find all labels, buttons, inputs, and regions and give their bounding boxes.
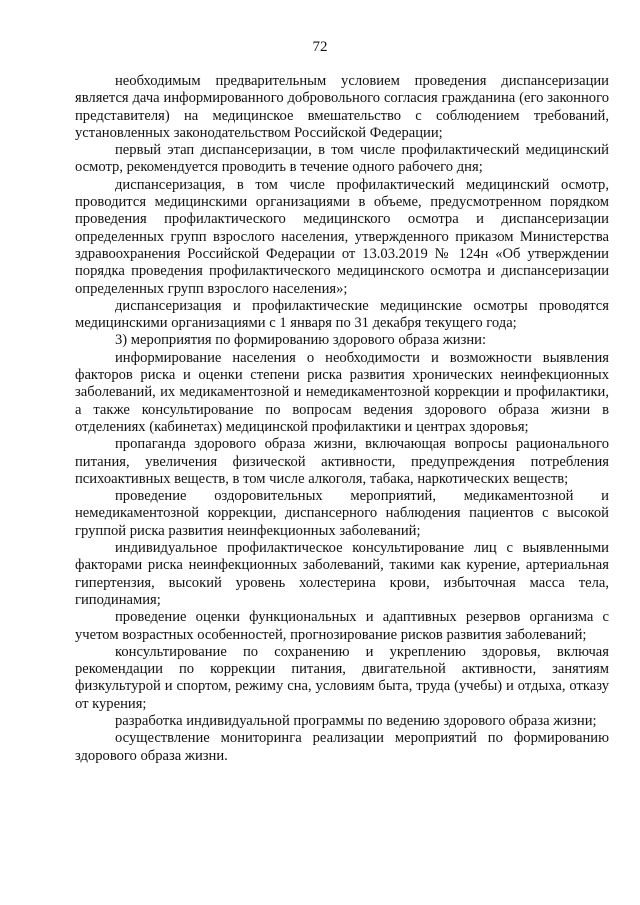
paragraph-health-measures: проведение оздоровительных мероприятий, медикаментозной и немедикаментозной коррекции, диспансерного наблюдения пациентов с высокой группой риска развития неинфекционных заболеваний; — [75, 488, 609, 539]
paragraph-reserve-assessment: проведение оценки функциональных и адаптивных резервов организма с учетом возрастных особенностей, прогнозирование рисков развития заболеваний; — [75, 609, 609, 643]
paragraph-informing: информирование населения о необходимости и возможности выявления факторов риска и оценки степени риска развития хронических неинфекционных заболеваний, их медикаментозной и немедикаментозной коррекции и профилактики, а также консультирование по вопросам ведения здорового образа жизни в отделениях (кабинетах) медицинской профилактики и центрах здоровья; — [75, 349, 609, 435]
paragraph-individual-program: разработка индивидуальной программы по ведению здорового образа жизни; — [115, 712, 597, 729]
paragraph-consent: необходимым предварительным условием проведения диспансеризации является дача информированного добровольного согласия гражданина (его законного представителя) на медицинское вмешательство с соблюдением требований, установленных законодательством Российской Федерации; — [75, 73, 609, 141]
paragraph-first-stage: первый этап диспансеризации, в том числе профилактический медицинский осмотр, рекомендуется проводить в течение одного рабочего дня; — [75, 142, 609, 176]
document-body — [75, 73, 609, 765]
paragraph-monitoring: осуществление мониторинга реализации мероприятий по формированию здорового образа жизни. — [75, 730, 609, 764]
paragraph-period: диспансеризация и профилактические медицинские осмотры проводятся медицинскими организациями с 1 января по 31 декабря текущего года; — [75, 297, 609, 332]
paragraph-health-consulting: консультирование по сохранению и укреплению здоровья, включая рекомендации по коррекции питания, двигательной активности, занятиям физкультурой и спортом, режиму сна, условиям быта, труда (учебы) и отдыха, отказу от курения; — [75, 643, 609, 712]
page-number: 72 — [312, 39, 328, 55]
paragraph-scope: диспансеризация, в том числе профилактический медицинский осмотр, проводится медицинскими организациями в объеме, предусмотренном порядком проведения профилактического медицинского осмотра и диспансеризации определенных групп взрослого населения, утвержденного приказом Министерства здравоохранения Российской Федерации от 13.03.2019 № 124н «Об утверждении порядка проведения профилактического медицинского осмотра и диспансеризации определенных групп взрослого населения»; — [75, 176, 609, 297]
paragraph-section-heading: 3) мероприятия по формированию здорового образа жизни: — [115, 332, 487, 349]
paragraph-individual-consulting: индивидуальное профилактическое консультирование лиц с выявленными факторами риска неинфекционных заболеваний, такими как курение, артериальная гипертензия, высокий уровень холестерина крови, избыточная масса тела, гиподинамия; — [75, 540, 609, 608]
paragraph-propaganda: пропаганда здорового образа жизни, включающая вопросы рационального питания, увеличения физической активности, предупреждения потребления психоактивных веществ, в том числе алкоголя, табака, наркотических веществ; — [75, 436, 609, 487]
